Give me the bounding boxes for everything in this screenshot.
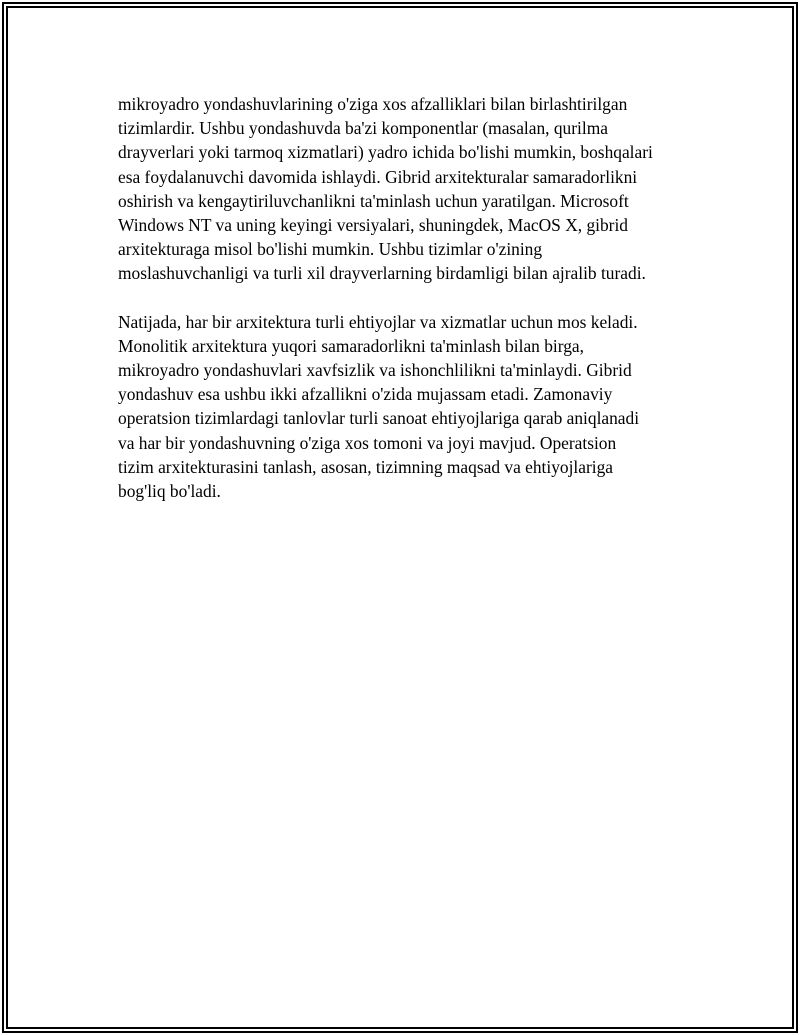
text-line: tizim arxitekturasini tanlash, asosan, tizimning maqsad va ehtiyojlariga [118, 456, 614, 477]
text-line: va har bir yondashuvning o'ziga xos tomoni va joyi mavjud. Operatsion [118, 432, 617, 453]
text-line: yondashuv esa ushbu ikki afzallikni o'zida mujassam etadi. Zamonaviy [118, 384, 613, 405]
text-line: tizimlardir. Ushbu yondashuvda ba'zi komponentlar (masalan, qurilma [118, 118, 608, 139]
text-line: mikroyadro yondashuvlari xavfsizlik va ishonchlilikni ta'minlaydi. Gibrid [118, 360, 632, 381]
paragraph-hybrid-architecture [118, 92, 698, 286]
text-line: esa foydalanuvchi davomida ishlaydi. Gibrid arxitekturalar samaradorlikni [118, 166, 638, 187]
text-line: drayverlari yoki tarmoq xizmatlari) yadro ichida bo'lishi mumkin, boshqalari [118, 142, 653, 163]
text-line: oshirish va kengaytiriluvchanlikni ta'minlash uchun yaratilgan. Microsoft [118, 190, 629, 211]
text-line: arxitekturaga misol bo'lishi mumkin. Ushbu tizimlar o'zining [118, 239, 543, 260]
text-line: Natijada, har bir arxitektura turli ehtiyojlar va xizmatlar uchun mos keladi. [118, 311, 638, 332]
paragraph-conclusion [118, 310, 698, 504]
text-line: mikroyadro yondashuvlarining o'ziga xos afzalliklari bilan birlashtirilgan [118, 94, 628, 114]
text-line: Monolitik arxitektura yuqori samaradorlikni ta'minlash bilan birga, [118, 335, 584, 356]
page-content [118, 92, 698, 527]
text-line: moslashuvchanligi va turli xil drayverlarning birdamligi bilan ajralib turadi. [118, 263, 646, 284]
text-line: Windows NT va uning keyingi versiyalari, shuningdek, MacOS X, gibrid [118, 215, 629, 236]
text-line: bog'liq bo'ladi. [118, 481, 221, 502]
text-line: operatsion tizimlardagi tanlovlar turli sanoat ehtiyojlariga qarab aniqlanadi [118, 408, 640, 429]
